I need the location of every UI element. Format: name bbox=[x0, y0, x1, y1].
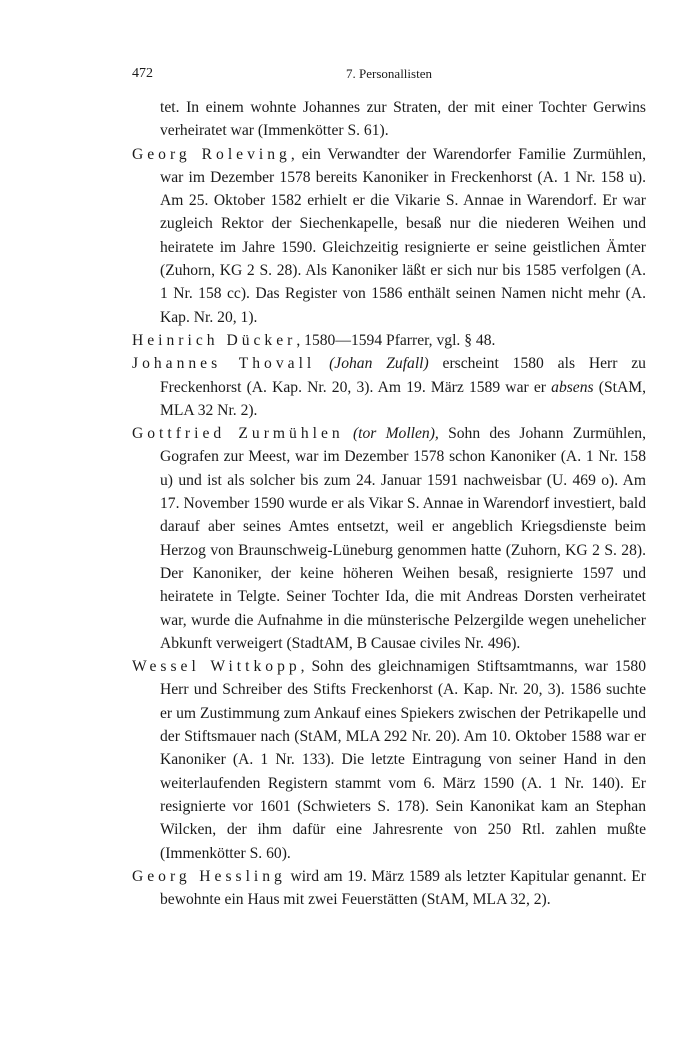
person-name: Heinrich Dücker bbox=[132, 331, 297, 349]
running-head: 7. Personallisten bbox=[346, 66, 432, 81]
entry-gottfried-zurmuehlen bbox=[132, 422, 646, 655]
italic-term: absens bbox=[551, 378, 594, 396]
person-name: Wessel Wittkopp bbox=[132, 658, 301, 676]
person-name: Johannes Thovall bbox=[132, 355, 316, 373]
entry-text: erscheint 1580 als Herr zu Freckenhorst (A. Kap. Nr. 20, 3). Am 19. März 1589 war er bbox=[160, 355, 646, 396]
entry-johannes-thovall bbox=[132, 352, 646, 422]
entry-text: , 1580—1594 Pfarrer, vgl. § 48. bbox=[296, 331, 496, 349]
person-name: Gottfried Zurmühlen bbox=[132, 425, 344, 443]
entry-list bbox=[132, 96, 646, 911]
person-name: Georg Hessling bbox=[132, 867, 286, 885]
entry-text: wird am 19. März 1589 als letzter Kapitular genannt. Er bewohnte ein Haus mit zwei Feuerstätten (StAM, MLA 32, 2). bbox=[160, 867, 647, 909]
name-variant: (tor Mollen), bbox=[352, 425, 439, 443]
entry-wessel-wittkopp bbox=[132, 655, 646, 865]
entry-text: Sohn des Johann Zurmühlen, Gografen zur Meest, war im Dezember 1578 schon Kanoniker (A. 1 Nr. 158 u) und ist als solcher bis zum 24. Januar 1591 nachweisbar (U. 469 o). Am 17. November 1590 wurde er als Vikar S. Annae in Warendorf investiert, bald darauf aber seines Amtes entsetzt, weil er angeblich Kriegsdienste beim Herzog von Braunschweig-Lüneburg genommen hatte (Zuhorn, KG 2 S. 28). Der Kanoniker, der keine höheren Weihen besaß, resignierte 1597 und heiratete in Telgte. Seiner Tochter Ida, die mit Andreas Dorsten verheiratet war, wurde die Aufnahme in die münsterische Pelzergilde wegen unehelicher Abkunft verweigert (StadtAM, B Causae civiles Nr. 496). bbox=[160, 425, 646, 652]
name-variant: (Johan Zufall) bbox=[329, 355, 429, 373]
page-header bbox=[132, 66, 646, 86]
page-number: 472 bbox=[132, 66, 153, 81]
entry-text: , Sohn des gleichnamigen Stiftsamtmanns, war 1580 Herr und Schreiber des Stifts Freckenhorst (A. Kap. Nr. 20, 3). 1586 suchte er um Zustimmung zum Ankauf eines Spiekers zwischen der Petrikapelle und der Stiftsmauer nach (StAM, MLA 292 Nr. 20). Am 10. Oktober 1588 war er Kanoniker (A. 1 Nr. 133). Die letzte Eintragung von seiner Hand in den weiterlaufenden Registern stammt vom 6. März 1590 (A. 1 Nr. 140). Er resignierte vor 1601 (Schwieters S. 178). Sein Kanonikat kam an Stephan Wilcken, der ihm dafür eine Jahresrente von 250 Rtl. zahlen mußte (Immenkötter S. 60). bbox=[160, 658, 646, 862]
entry-georg-hessling bbox=[132, 865, 646, 912]
entry-heinrich-duecker bbox=[132, 329, 646, 352]
person-name: Georg Roleving bbox=[132, 145, 291, 163]
continuation-paragraph: tet. In einem wohnte Johannes zur Straten, der mit einer Tochter Gerwins verheiratet war (Immenkötter S. 61). bbox=[160, 99, 646, 140]
entry-georg-roleving bbox=[132, 143, 646, 329]
entry-text-end: (StAM, MLA 32 Nr. 2). bbox=[160, 378, 646, 419]
entry-text: , ein Verwandter der Warendorfer Familie Zurmühlen, war im Dezember 1578 bereits Kanoniker in Freckenhorst (A. 1 Nr. 158 u). Am 25. Oktober 1582 erhielt er die Vikarie S. Annae in Warendorf. Er war zugleich Rektor der Siechenkapelle, besaß nur die niederen Weihen und heiratete im Jahre 1590. Gleichzeitig resignierte er seine geistlichen Ämter (Zuhorn, KG 2 S. 28). Als Kanoniker läßt er sich nur bis 1585 verfolgen (A. 1 Nr. 158 cc). Das Register von 1586 enthält seinen Namen nicht mehr (A. Kap. Nr. 20, 1). bbox=[160, 145, 646, 326]
